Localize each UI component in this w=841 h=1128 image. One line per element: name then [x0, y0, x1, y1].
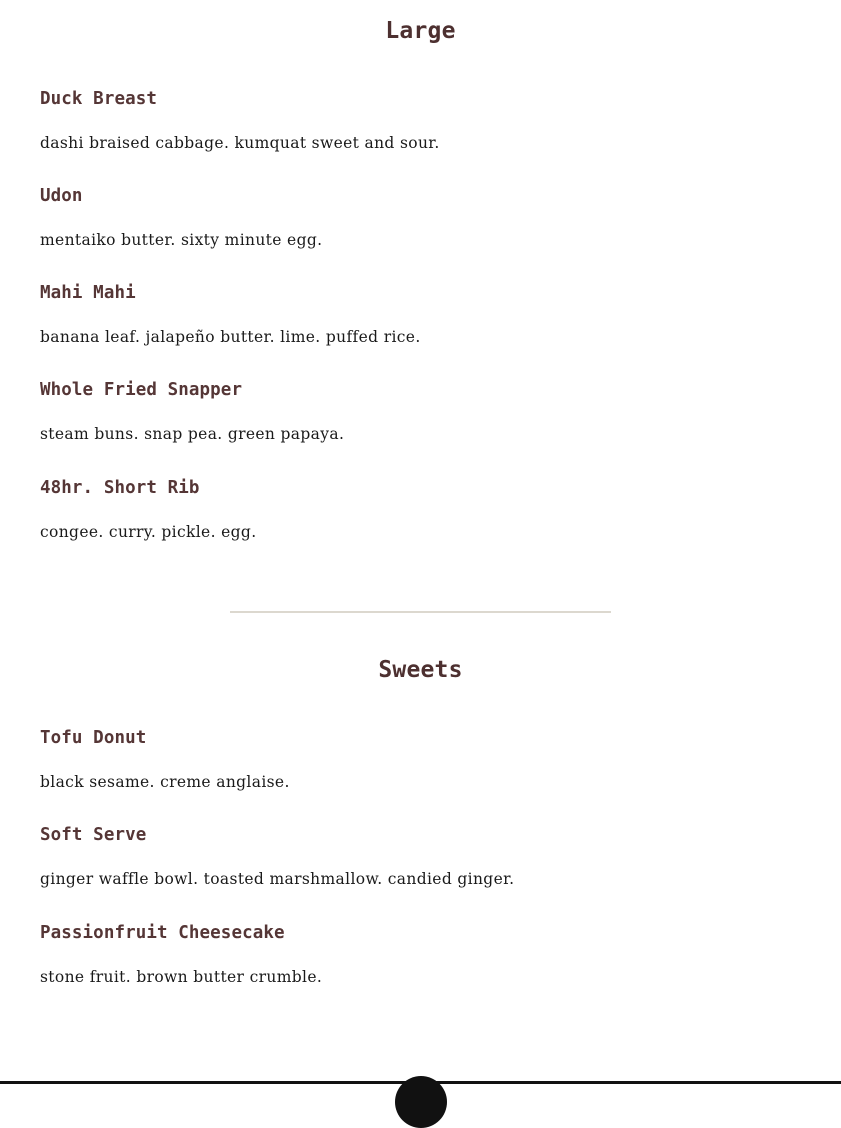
menu-item-description: mentaiko butter. sixty minute egg.: [40, 231, 323, 249]
menu-item-description: black sesame. creme anglaise.: [40, 773, 290, 791]
menu-item-description: dashi braised cabbage. kumquat sweet and sour.: [40, 134, 440, 152]
menu-item-name: Duck Breast: [40, 89, 157, 109]
menu-item-name: Passionfruit Cheesecake: [40, 923, 285, 943]
section-title-large: Large: [385, 18, 456, 44]
menu-item-description: ginger waffle bowl. toasted marshmallow. candied ginger.: [40, 870, 515, 888]
menu-item-description: banana leaf. jalapeño butter. lime. puffed rice.: [40, 328, 421, 346]
section-title-sweets: Sweets: [378, 657, 463, 683]
menu-item-description: stone fruit. brown butter crumble.: [40, 968, 323, 986]
menu-item-description: steam buns. snap pea. green papaya.: [40, 425, 345, 443]
menu-item-name: 48hr. Short Rib: [40, 478, 200, 498]
menu-item-name: Whole Fried Snapper: [40, 380, 243, 400]
menu-item-name: Mahi Mahi: [40, 283, 136, 303]
menu-item-description: congee. curry. pickle. egg.: [40, 523, 257, 541]
menu-item-name: Soft Serve: [40, 825, 147, 845]
section-divider: [230, 611, 611, 613]
menu-item-name: Udon: [40, 186, 83, 206]
menu-item-name: Tofu Donut: [40, 728, 147, 748]
